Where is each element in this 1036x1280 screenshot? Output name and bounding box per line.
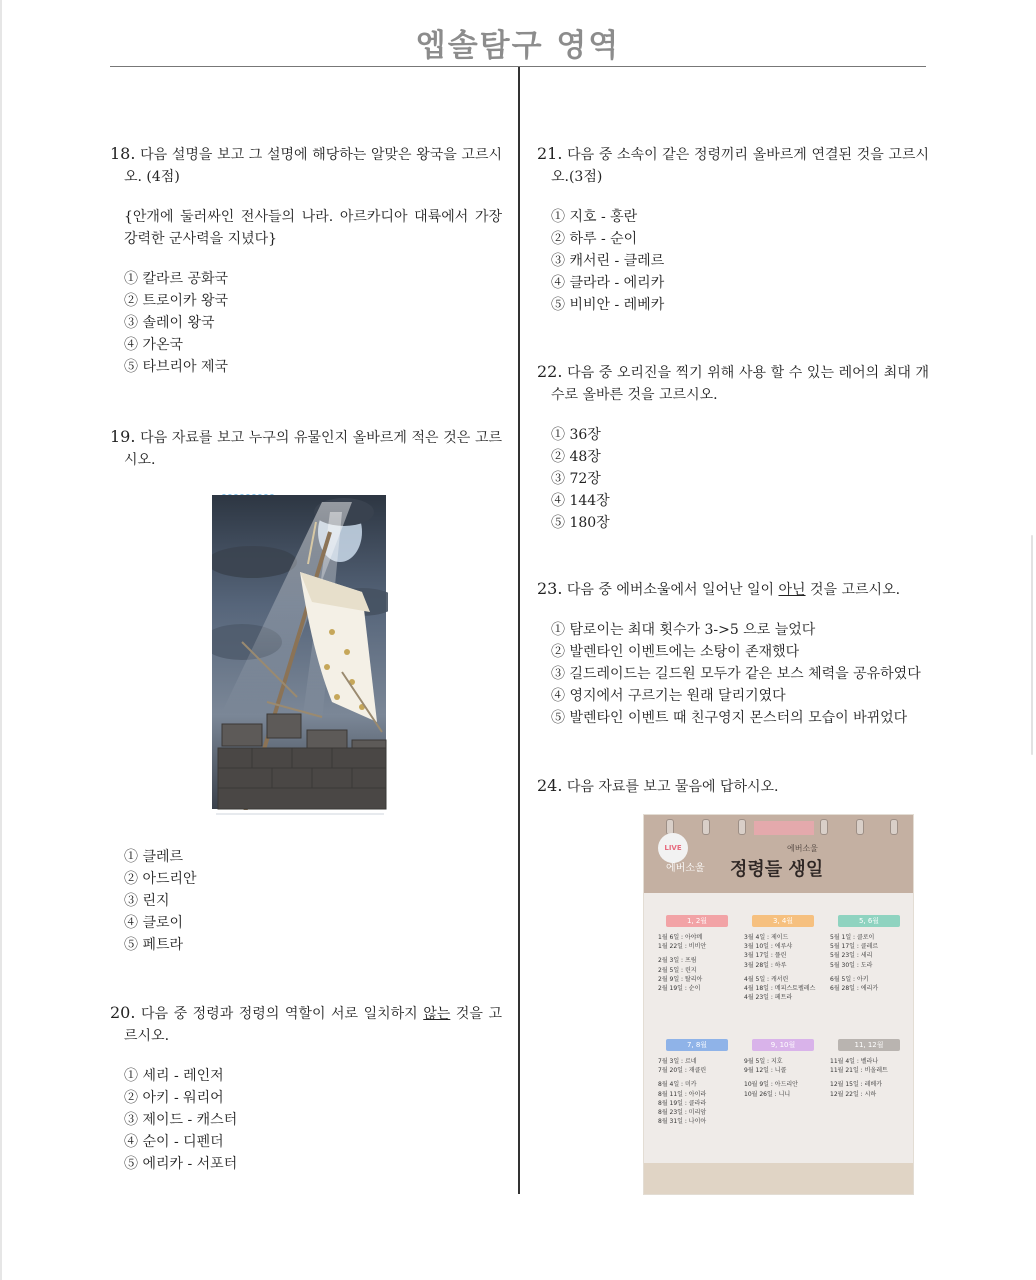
birthday-entry: 3월 17일 : 플린: [744, 952, 787, 960]
relic-artwork: [212, 492, 388, 818]
birthday-month-label: 7, 8월: [666, 1039, 728, 1051]
question-number: 20.: [110, 1003, 136, 1022]
live-badge: LIVE: [658, 833, 688, 863]
question-23-stem: [537, 578, 929, 601]
question-number: 21.: [537, 144, 563, 163]
question-text-before: 다음 중 정령과 정령의 역할이 서로 일치하지: [141, 1006, 424, 1022]
birthday-entry: 8월 31일 : 나이아: [658, 1118, 707, 1126]
answer-option[interactable]: ⑤ 발렌타인 이벤트 때 친구영지 몬스터의 모습이 바뀌었다: [551, 710, 908, 726]
binder-ring: [890, 819, 898, 835]
relic-illustration: [212, 492, 388, 818]
underlined-keyword: 아닌: [778, 582, 806, 598]
birthday-entry: 1월 22일 : 비비안: [658, 943, 707, 951]
poster-subtitle: 에버소울: [787, 844, 818, 853]
question-text-before: 다음 중 에버소울에서 일어난 일이: [566, 582, 779, 598]
binder-ring: [702, 819, 710, 835]
birthday-entry: 7월 20일 : 재클린: [658, 1067, 707, 1075]
question-19-answers: [110, 846, 502, 956]
answer-option[interactable]: ② 아키 - 워리어: [124, 1090, 224, 1106]
birthday-entry: 6월 5일 : 아키: [830, 975, 869, 983]
question-text: 다음 설명을 보고 그 설명에 해당하는 알맞은 왕국을 고르시오. (4점): [124, 147, 502, 185]
answer-option[interactable]: ③ 길드레이드는 길드원 모두가 같은 보스 체력을 공유하였다: [551, 666, 921, 682]
question-24-stem: [537, 775, 929, 798]
question-text: 다음 중 소속이 같은 정령끼리 올바르게 연결된 것을 고르시오.(3점): [551, 147, 929, 185]
question-22-stem: [537, 361, 929, 406]
birthday-list: [830, 1057, 913, 1099]
birthday-entry: 8월 11일 : 아이라: [658, 1090, 707, 1098]
birthday-month-label: 9, 10월: [752, 1039, 814, 1051]
question-number: 22.: [537, 362, 563, 381]
answer-option[interactable]: ① 지호 - 홍란: [551, 209, 638, 225]
birthday-month-group: [658, 1039, 743, 1126]
answer-option[interactable]: ⑤ 페트라: [124, 937, 184, 953]
question-18-quote: {안개에 둘러싸인 전사들의 나라. 아르카디아 대륙에서 가장 강력한 군사력을 지녔다}: [124, 209, 502, 247]
game-logo: 에버소울: [666, 863, 705, 874]
birthday-entry: 7월 3일 : 르네: [658, 1058, 697, 1065]
question-21-stem: [537, 143, 929, 188]
poster-tape: [754, 821, 814, 835]
binder-ring: [856, 819, 864, 835]
birthday-entry: 8월 4일 : 미카: [658, 1081, 697, 1089]
answer-option[interactable]: ① 칼라르 공화국: [124, 271, 229, 287]
answer-option[interactable]: ① 클레르: [124, 849, 184, 865]
birthday-entry: 4월 18일 : 메피스토펠레스: [744, 984, 816, 992]
answer-option[interactable]: ② 발렌타인 이벤트에는 소탕이 존재했다: [551, 644, 800, 660]
birthday-entry: 5월 23일 : 세리: [830, 952, 873, 960]
question-text-after: 것을 고르시오.: [124, 1006, 502, 1044]
answer-option[interactable]: ② 아드리안: [124, 871, 197, 887]
birthday-month-group: [744, 1039, 829, 1099]
birthday-list: [744, 933, 829, 1002]
question-22: [537, 361, 929, 534]
birthday-entry: 5월 1일 : 클로이: [830, 934, 875, 941]
birthday-entry: 2월 5일 : 린지: [658, 966, 697, 974]
question-21: [537, 143, 929, 316]
answer-option[interactable]: ⑤ 타브리아 제국: [124, 359, 229, 375]
answer-option[interactable]: ③ 캐서린 - 클레르: [551, 253, 665, 269]
question-number: 24.: [537, 776, 563, 795]
question-text: 다음 자료를 보고 물음에 답하시오.: [566, 779, 779, 795]
column-divider: [518, 67, 520, 1194]
question-number: 19.: [110, 427, 136, 446]
page-title: 엡솔탐구 영역: [415, 28, 621, 64]
question-number: 18.: [110, 144, 136, 163]
answer-options: [537, 206, 929, 316]
poster-title: 정령들 생일: [730, 859, 824, 880]
answer-option[interactable]: ③ 솔레이 왕국: [124, 315, 215, 331]
birthday-entry: 3월 4일 : 제이드: [744, 934, 789, 941]
answer-option[interactable]: ② 48장: [551, 449, 601, 465]
birthday-entry: 10월 26일 : 니니: [744, 1090, 791, 1098]
birthday-month-label: 1, 2월: [666, 915, 728, 927]
answer-option[interactable]: ⑤ 에리카 - 서포터: [124, 1156, 238, 1172]
birthday-entry: 10월 9일 : 아드리안: [744, 1081, 798, 1089]
birthday-month-group: [744, 915, 829, 1002]
birthday-entry: 11월 4일 : 벨라나: [830, 1058, 879, 1065]
answer-option[interactable]: ③ 제이드 - 캐스터: [124, 1112, 238, 1128]
answer-option[interactable]: ⑤ 비비안 - 레베카: [551, 297, 665, 313]
birthday-month-group: [830, 915, 913, 993]
answer-option[interactable]: ④ 영지에서 구르기는 원래 달리기였다: [551, 688, 786, 704]
birthday-entry: 5월 30일 : 도라: [830, 961, 873, 969]
birthday-entry: 11월 21일 : 비올레트: [830, 1067, 888, 1075]
birthday-entry: 8월 19일 : 클라라: [658, 1099, 707, 1107]
answer-options: [110, 1065, 502, 1175]
question-text: 다음 중 오리진을 찍기 위해 사용 할 수 있는 레어의 최대 개수로 올바른 것을 고르시오.: [551, 365, 929, 403]
birthday-entry: 5월 17일 : 클레르: [830, 943, 879, 951]
page-left-edge: [0, 0, 2, 1280]
answer-option[interactable]: ⑤ 180장: [551, 515, 610, 531]
birthday-list: [658, 933, 743, 993]
answer-option[interactable]: ③ 72장: [551, 471, 601, 487]
answer-option[interactable]: ③ 린지: [124, 893, 170, 909]
birthday-month-group: [830, 1039, 913, 1099]
scrollbar-thumb[interactable]: [1031, 535, 1033, 755]
question-18-stem: [110, 143, 502, 188]
answer-option[interactable]: ④ 가온국: [124, 337, 184, 353]
birthday-month-label: 11, 12월: [838, 1039, 900, 1051]
birthday-entry: 2월 19일 : 순이: [658, 984, 701, 992]
answer-option[interactable]: ① 36장: [551, 427, 601, 443]
birthday-entry: 12월 15일 : 레베카: [830, 1081, 882, 1089]
answer-option[interactable]: ① 세리 - 레인저: [124, 1068, 224, 1084]
answer-option[interactable]: ② 트로이카 왕국: [124, 293, 229, 309]
birthday-entry: 6월 28일 : 에리카: [830, 984, 879, 992]
birthday-entry: 2월 3일 : 프림: [658, 957, 697, 965]
question-20: [110, 1002, 502, 1175]
question-number: 23.: [537, 579, 563, 598]
answer-option[interactable]: ④ 144장: [551, 493, 610, 509]
birthday-month-label: 3, 4월: [752, 915, 814, 927]
birthday-list: [744, 1057, 829, 1099]
birthday-entry: 2월 9일 : 탈리아: [658, 975, 703, 983]
question-18: [110, 143, 502, 378]
answer-options: [110, 846, 502, 956]
question-20-stem: [110, 1002, 502, 1047]
question-24: [537, 775, 929, 798]
answer-option[interactable]: ④ 클라라 - 에리카: [551, 275, 665, 291]
question-text-after: 것을 고르시오.: [805, 582, 901, 598]
birthday-month-label: 5, 6월: [838, 915, 900, 927]
answer-option[interactable]: ① 탐로이는 최대 횟수가 3->5 으로 늘었다: [551, 622, 816, 638]
birthday-month-group: [658, 915, 743, 993]
question-19-stem: [110, 426, 502, 471]
underlined-keyword: 않는: [423, 1006, 451, 1022]
poster-footer: [644, 1163, 913, 1194]
birthday-entry: 3월 10일 : 에루샤: [744, 943, 793, 951]
question-23: [537, 578, 929, 729]
binder-ring: [820, 819, 828, 835]
question-text: 다음 자료를 보고 누구의 유물인지 올바르게 적은 것은 고르시오.: [124, 430, 502, 468]
birthday-list: [658, 1057, 743, 1126]
birthday-entry: 12월 22일 : 시하: [830, 1090, 877, 1098]
birthday-list: [830, 933, 913, 993]
answer-option[interactable]: ④ 순이 - 디펜더: [124, 1134, 224, 1150]
birthday-entry: 8월 23일 : 미리암: [658, 1108, 707, 1116]
answer-options: [537, 424, 929, 534]
question-19: [110, 426, 502, 471]
birthday-entry: 4월 23일 : 페트라: [744, 994, 793, 1002]
birthday-entry: 3월 28일 : 하루: [744, 961, 787, 969]
birthday-entry: 4월 5일 : 캐서린: [744, 975, 789, 983]
birthday-entry: 9월 5일 : 지호: [744, 1058, 783, 1065]
answer-option[interactable]: ④ 클로이: [124, 915, 184, 931]
birthday-entry: 1월 6일 : 아야메: [658, 934, 703, 941]
binder-ring: [738, 819, 746, 835]
answer-options: [110, 268, 502, 378]
answer-options: [537, 619, 929, 729]
birthday-poster: [644, 815, 913, 1194]
answer-option[interactable]: ② 하루 - 순이: [551, 231, 638, 247]
birthday-entry: 9월 12일 : 니콜: [744, 1067, 787, 1075]
